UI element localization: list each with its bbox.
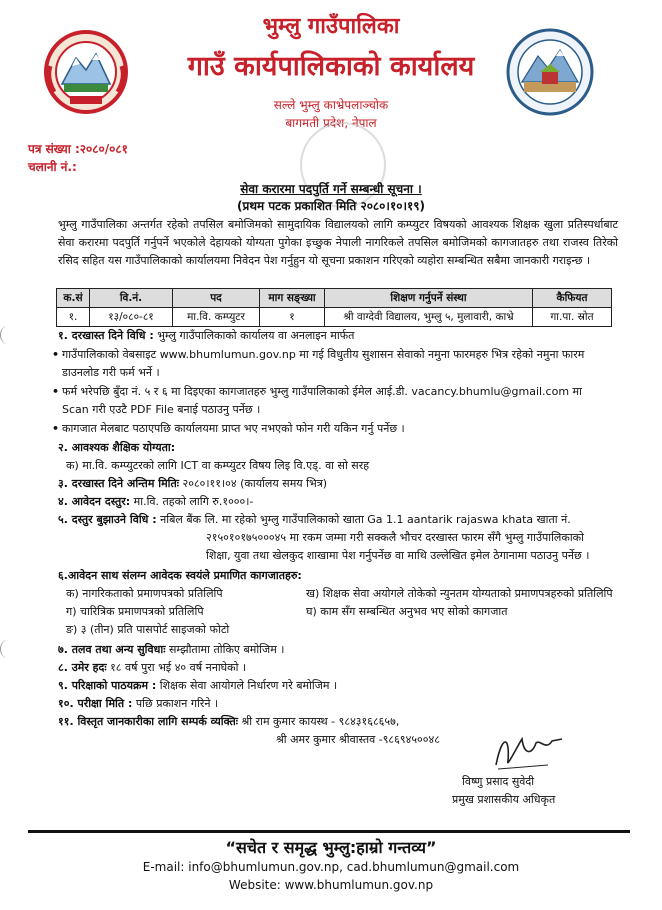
vacancy-table [56,288,612,327]
section-application-method [58,328,354,343]
section-text: श्री राम कुमार कायस्थ - ९८४३१६८६५७, [237,715,400,728]
table-cell: १३/०८०-८१ [90,308,173,327]
section-exam-date [58,696,218,711]
table-header: शिक्षण गर्नुपर्ने संस्था [325,289,533,308]
table-cell: १ [260,308,325,327]
table-cell: १. [57,308,90,327]
section-label: ११. विस्तृत जानकारीका लागि सम्पर्क व्यक्तिः [58,715,238,728]
signature-icon [488,725,568,775]
table-header: वि.नं. [90,289,173,308]
section-text: नबिल बैंक लि. मा रहेको भुम्लु गाउँपालिकाको खाता Ga 1.1 aantarik rajaswa khata खाता नं. [156,513,571,526]
office-province: बागमती प्रदेश, नेपाल [285,116,377,130]
section-text: शिक्षक सेवा आयोगले निर्धारण गरे बमोजिम । [156,679,338,692]
signatory-name: विष्णु प्रसाद सुवेदी [462,775,535,788]
list-item: ख) शिक्षक सेवा अयोगले तोकेको न्युनतम योग्यताको प्रमाणपत्रहरुको प्रतिलिपि [306,587,613,600]
section-label: ३. दरखास्त दिने अन्तिम मितिः [58,477,180,490]
list-item: ङ) ३ (तीन) प्रति पासपोर्ट साइजको फोटो [66,623,230,636]
section-qualification-text: क) मा.वि. कम्प्युटरको लागि ICT वा कम्प्युटर विषय लिइ वि.एड्. वा सो सरह [66,459,370,472]
table-header: कैफियत [533,289,612,308]
list-item: ग) चारित्रिक प्रमाणपत्रको प्रतिलिपि [66,605,204,618]
section-documents-label: ६.आवेदन साथ संलग्न आवेदक स्वयंले प्रमाणित कागजातहरु: [58,569,302,582]
binder-mark [0,640,15,658]
section-fee [58,494,253,509]
letter-number: पत्र संख्या :२०८०/०८१ [28,142,128,156]
section-label: ५. दस्तुर बुझाउने विधि : [58,513,157,526]
table-header: माग सङ्ख्या [260,289,325,308]
section-salary [58,642,284,657]
notice-intro: भुम्लु गाउँपालिका अन्तर्गत रहेको तपसिल बमोजिमको सामुदायिक विद्यालयको लागि कम्प्युटर विषयको आवश्यक शिक्षक खुला प्रतिस्पर्धाबाट सेवा करारमा पदपुर्ति गर्नुपर्ने भएकोले देहायको योग्यता पुगेका इच्छुक नेपाली नागरिकले तपसिल बमोजिमको कागजातहरु तथा राजस्व तिरेको रसिद सहित यस गाउँपालिकाको कार्यालयमा निवेदन पेश गर्नुहुन यो सूचना प्रकाशन गरिएको व्यहोरा सम्बन्धित सबैमा जानकारी गराइन्छ । [58,218,618,267]
list-item: • फर्म भरेपछि बुँदा नं. ५ र ६ मा दिइएका कागजातहरु भुम्लु गाउँपालिकाको ईमेल आई.डी. vacancy.bhumlu@gmail.com मा Scan गरी एउटै PDF File बनाई पठाउनु पर्नेछ । [62,383,612,419]
table-cell: मा.वि. कम्प्युटर [173,308,260,327]
section-deadline [58,476,327,491]
footer-website: Website: www.bhumlumun.gov.np [228,878,434,892]
notice-subject: सेवा करारमा पदपुर्ति गर्ने सम्बन्धी सूचना । [240,182,422,196]
section-label: ८. उमेर हदः [58,661,107,674]
section-payment-line2: २१५०१०१७५०००४५ मा रकम जम्मा गरी सक्कलै भौचर दरखास्त फारम सँगै भुम्लु गाउँपालिकाको [206,531,584,544]
footer-divider [28,830,630,833]
table-header: क.सं [57,289,90,308]
table-cell: गा.पा. स्रोत [533,308,612,327]
section-text: भुम्लु गाउँपालिकाको कार्यालय वा अनलाइन मार्फत [153,329,355,342]
table-cell: श्री वाग्देवी विद्यालय, भुम्लु ५, मुलावारी, काभ्रे [325,308,533,327]
list-item: • कागजात मेलबाट पठाएपछि कार्यालयमा प्राप्त भए नभएको फोन गरी यकिन गर्नु पर्नेछ । [62,420,612,438]
section-payment [58,512,571,527]
section-label: ७. तलव तथा अन्य सुविधाः [58,643,166,656]
list-item: • गाउँपालिकाको वेबसाइट www.bhumlumun.gov.np मा गई विधुतीय सुशासन सेवाको नमुना फारमहरु भित्र रहेको नमुना फारम डाउनलोड गरी फर्म भर्ने । [62,346,612,382]
section-label: ४. आवेदन दस्तुर: [58,495,131,508]
footer-motto: “सचेत र समृद्ध भुम्लु:हाम्रो गन्तव्य” [225,838,437,857]
list-item: क) नागरिकताको प्रमाणपत्रको प्रतिलिपि [66,587,223,600]
office-address: सल्ले भुम्लु काभ्रेपलाञ्चोक [273,98,389,112]
notice-published-date: (प्रथम पटक प्रकाशित मिति २०८०।१०।१९) [237,199,425,213]
section-label: १०. परीक्षा मिति : [58,697,133,710]
signatory-title: प्रमुख प्रशासकीय अधिकृत [452,793,556,806]
dispatch-number: चलानी नं.: [28,160,77,174]
office-name: गाउँ कार्यपालिकाको कार्यालय [187,51,475,82]
municipality-name: भुम्लु गाउँपालिका [262,14,400,39]
section-text: सम्झौतामा तोकिए बमोजिम । [165,643,285,656]
section-contact [58,714,399,729]
section-text: १८ वर्ष पुरा भई ४० वर्ष ननाघेको । [106,661,247,674]
section-text: मा.वि. तहको लागि रु.१०००।- [130,495,254,508]
section-contact-line2: श्री अमर कुमार श्रीवास्तव -९८६९४५००४८ [276,733,440,746]
table-header: पद [173,289,260,308]
section-label: ९. परिक्षाको पाठयक्रम : [58,679,157,692]
section-syllabus [58,678,337,693]
section-label: १. दरखास्त दिने विधि : [58,329,154,342]
table-row [57,308,612,327]
section-text: २०८०।११।०४ (कार्यालय समय भित्र) [179,477,328,490]
section-age [58,660,246,675]
footer-email: E-mail: info@bhumlumun.gov.np, cad.bhumlumun@gmail.com [142,860,520,874]
list-item: घ) काम सँग सम्बन्धित अनुभव भए सोको कागजात [306,605,508,618]
section-payment-line3: शिक्षा, युवा तथा खेलकुद शाखामा पेश गर्नुपर्नेछ वा माथि उल्लेखित इमेल ठेगानामा पठाउनु पर्नेछ । [206,549,590,562]
binder-mark [0,326,15,344]
section-text: पछि प्रकाशन गरिने । [132,697,219,710]
section-qualification-label: २. आवश्यक शैक्षिक योग्यता: [58,441,176,454]
